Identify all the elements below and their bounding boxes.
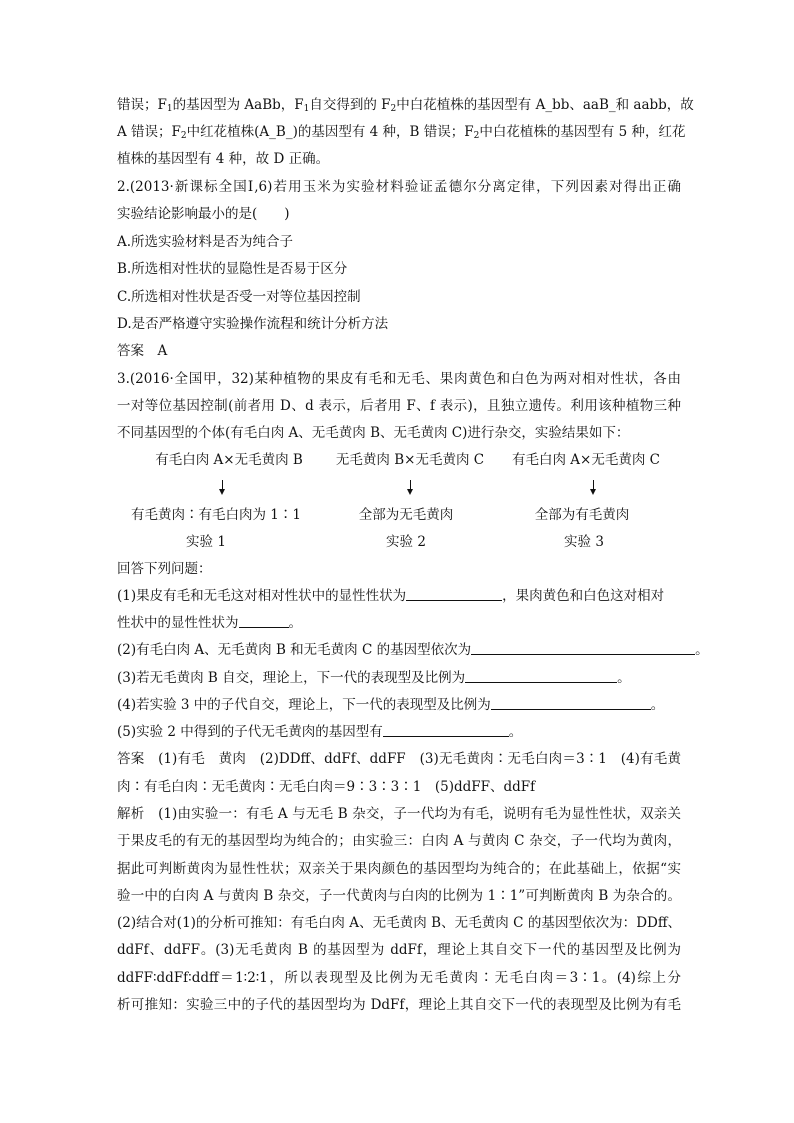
explanation-line: A 错误；$F_2$中红花植株(A_B_)的基因型有 4 种，B 错误；$F_2$中白花植株的基因型有 5 种，红花 (117, 124, 686, 141)
answer-blank (383, 722, 509, 737)
experiment-label: 实验 1 (186, 534, 226, 550)
experiment-cross: 无毛黄肉 B×无毛黄肉 C (335, 452, 485, 468)
answer-blank (465, 668, 617, 683)
option-d: D.是否严格遵守实验操作流程和统计分析方法 (117, 316, 389, 332)
prompt-line: 回答下列问题： (117, 561, 212, 577)
explanation-line: 错误；$F_1$的基因型为 AaBb，$F_1$自交得到的 $F_2$中白花植株的基因型有 A_bb、aaB_和 aabb，故 (117, 97, 694, 114)
experiment-cross: 有毛白肉 A×无毛黄肉 C (512, 452, 660, 468)
explanation-line: 验一中的白肉 A 与黄肉 B 杂交，子一代黄肉与白肉的比例为 1∶1”可判断黄肉 B 为杂合的。 (117, 888, 681, 904)
explanation-line: ddFf、ddFF。(3)无毛黄肉 B 的基因型为 ddFf，理论上其自交下一代的基因型及比例为 (117, 942, 681, 958)
experiment-cross: 有毛白肉 A×无毛黄肉 B (155, 452, 303, 468)
option-a: A.所选实验材料是否为纯合子 (117, 234, 294, 250)
question-stem: 一对等位基因控制(前者用 D、d 表示，后者用 F、f 表示)，且独立遗传。利用该种植物三种 (117, 398, 681, 414)
experiment-result: 全部为有毛黄肉 (534, 507, 630, 523)
experiment-label: 实验 2 (386, 534, 426, 550)
answer-line: 答案 A (117, 343, 168, 359)
question-stem: 不同基因型的个体(有毛白肉 A、无毛黄肉 B、无毛黄肉 C)进行杂交，实验结果如下： (117, 425, 630, 441)
answer-blank (239, 613, 289, 628)
experiment-result: 全部为无毛黄肉 (358, 507, 454, 523)
explanation-line: (2)结合对(1)的分析可推知：有毛白肉 A、无毛黄肉 B、无毛黄肉 C 的基因型依次为：DDff、 (117, 915, 681, 931)
experiment-result: 有毛黄肉∶有毛白肉为 1∶1 (131, 507, 301, 523)
option-c: C.所选相对性状是否受一对等位基因控制 (117, 289, 361, 305)
sub-question-1: (1)果皮有毛和无毛这对相对性状中的显性性状为 ，果肉黄色和白色这对相对 (117, 588, 665, 604)
sub-question-3: (3)若无毛黄肉 B 自交，理论上，下一代的表现型及比例为 。 (117, 670, 631, 686)
answer-line: 答案 (1)有毛 黄肉 (2)DDff、ddFf、ddFF (3)无毛黄肉∶无毛白肉＝3∶1 (4)有毛黄 (117, 751, 681, 767)
option-b: B.所选相对性状的显隐性是否易于区分 (117, 261, 348, 277)
answer-blank (491, 695, 651, 710)
question-stem: 3.(2016·全国甲，32)某种植物的果皮有毛和无毛、果肉黄色和白色为两对相对性状，各由 (117, 371, 681, 387)
explanation-line: 于果皮毛的有无的基因型均为纯合的；由实验三：白肉 A 与黄肉 C 杂交，子一代均为黄肉， (117, 833, 681, 849)
sub-question-5: (5)实验 2 中得到的子代无毛黄肉的基因型有 。 (117, 724, 523, 740)
explanation-line: 据此可判断黄肉为显性性状；双亲关于果肉颜色的基因型均为纯合的；在此基础上，依据“实 (117, 861, 681, 877)
explanation-line: 解析 (1)由实验一：有毛 A 与无毛 B 杂交，子一代均为有毛，说明有毛为显性性状，双亲关 (117, 806, 681, 822)
explanation-line: 析可推知：实验三中的子代的基因型均为 DdFf，理论上其自交下一代的表现型及比例为有毛 (117, 997, 681, 1013)
question-stem: 实验结论影响最小的是( ) (117, 206, 290, 222)
question-stem: 2.(2013·新课标全国Ⅰ,6)若用玉米为实验材料验证孟德尔分离定律，下列因素对得出正确 (117, 179, 681, 195)
explanation-line: 植株的基因型有 4 种，故 D 正确。 (117, 151, 330, 167)
explanation-line: ddFF∶ddFf∶ddff＝1∶2∶1，所以表现型及比例为无毛黄肉∶无毛白肉＝3∶1。(4)综上分 (117, 970, 681, 986)
sub-question-4: (4)若实验 3 中的子代自交，理论上，下一代的表现型及比例为 。 (117, 697, 665, 713)
answer-line: 肉∶有毛白肉∶无毛黄肉∶无毛白肉＝9∶3∶3∶1 (5)ddFF、ddFf (117, 779, 536, 795)
experiment-label: 实验 3 (564, 534, 604, 550)
sub-question-2: (2)有毛白肉 A、无毛黄肉 B 和无毛黄肉 C 的基因型依次为 。 (117, 642, 709, 658)
answer-blank (471, 640, 695, 655)
sub-question-1-cont: 性状中的显性性状为 。 (117, 615, 302, 631)
answer-blank (406, 586, 502, 601)
